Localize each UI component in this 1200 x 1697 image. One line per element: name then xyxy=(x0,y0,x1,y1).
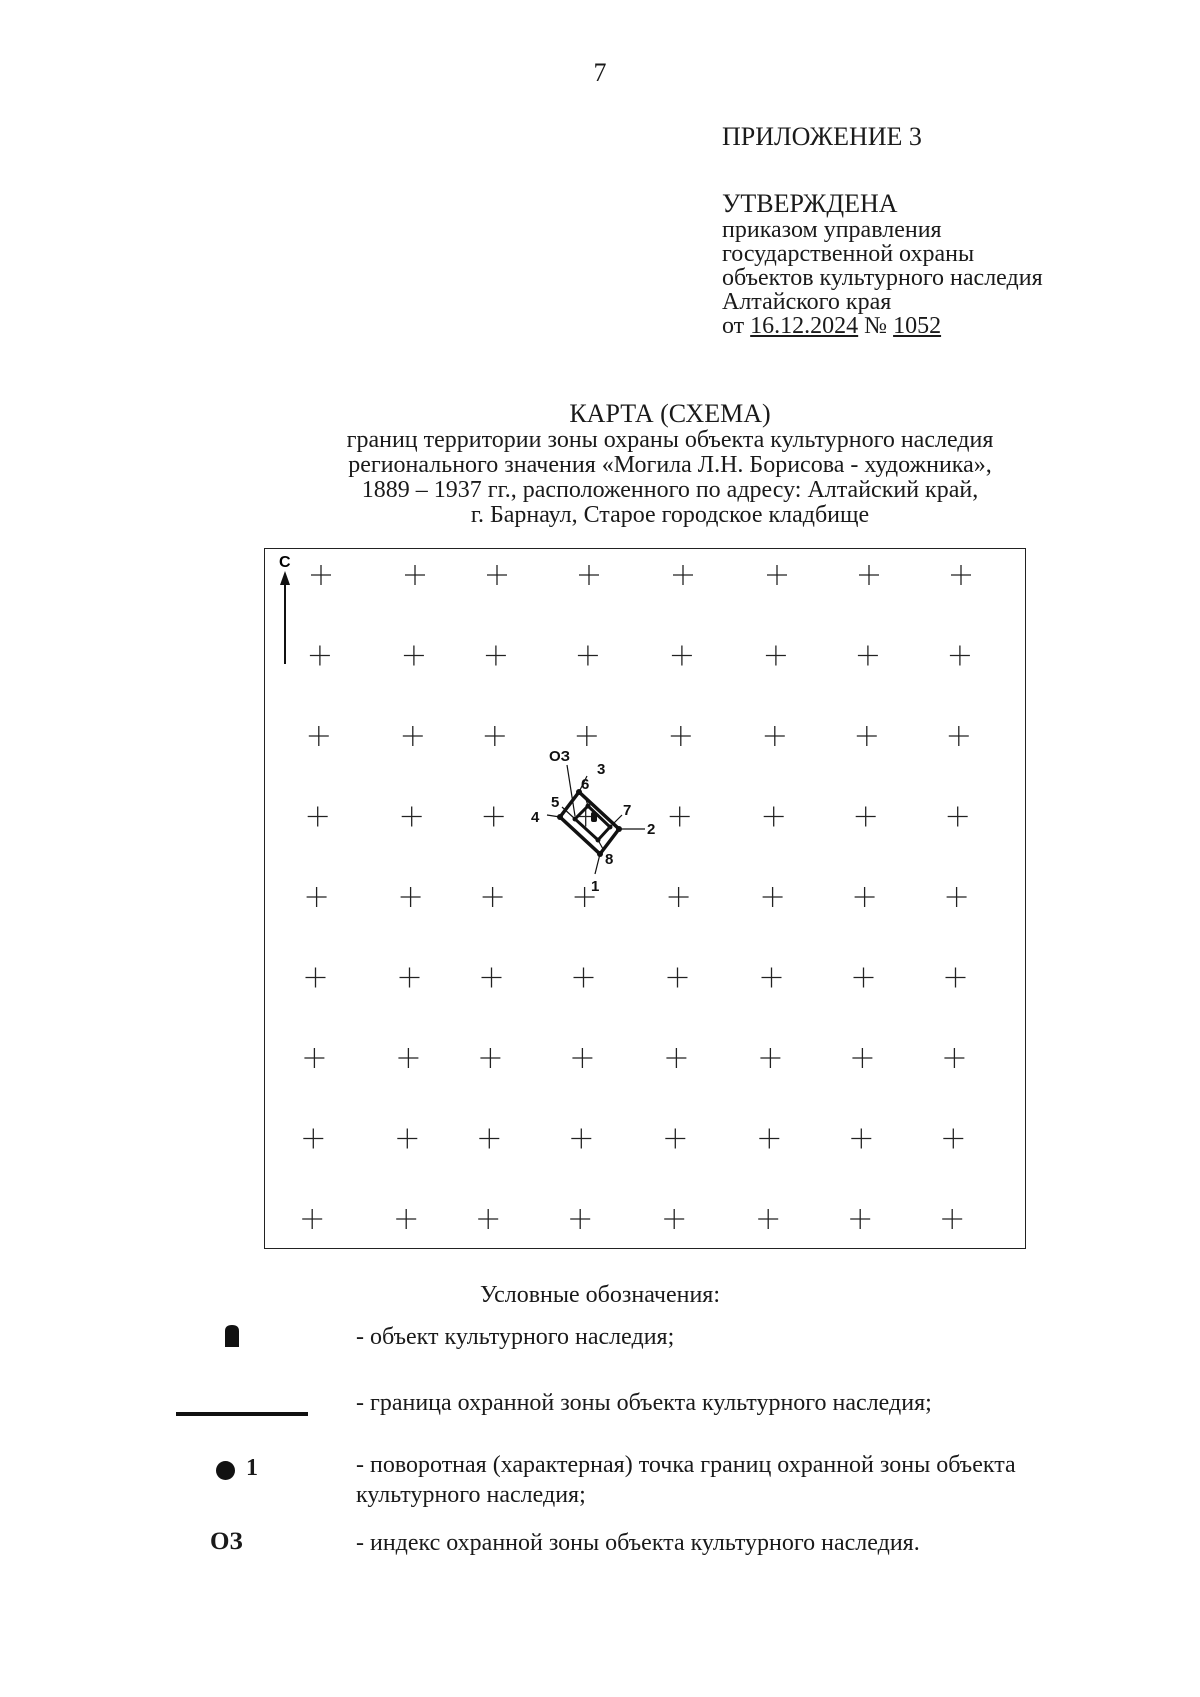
grid-cross xyxy=(950,646,970,666)
approval-line: приказом управления xyxy=(722,217,942,243)
grid-cross xyxy=(671,726,691,746)
date-prefix: от xyxy=(722,313,745,339)
point-label-2: 2 xyxy=(647,821,656,838)
approval-number: 1052 xyxy=(893,313,942,339)
grid-cross xyxy=(311,565,331,585)
grid-cross xyxy=(403,726,423,746)
grid-cross xyxy=(666,1048,686,1068)
grid-cross xyxy=(401,887,421,907)
grid-cross xyxy=(483,887,503,907)
grid-cross xyxy=(579,565,599,585)
legend-boundary-line xyxy=(176,1412,308,1416)
approval-block xyxy=(722,190,1043,338)
grid-cross xyxy=(857,726,877,746)
approval-date: 16.12.2024 xyxy=(750,313,859,339)
grid-cross xyxy=(948,807,968,827)
grid-cross xyxy=(480,1048,500,1068)
grid-cross xyxy=(577,726,597,746)
grid-cross xyxy=(762,968,782,988)
approval-line: Алтайского края xyxy=(722,289,892,315)
grid-cross xyxy=(852,1048,872,1068)
grid-cross xyxy=(758,1209,778,1229)
grid-cross xyxy=(946,968,966,988)
grid-cross xyxy=(574,968,594,988)
map-title-line: регионального значения «Могила Л.Н. Борисова - художника», xyxy=(348,452,992,478)
grid-cross xyxy=(402,807,422,827)
grid-cross xyxy=(669,887,689,907)
grid-cross xyxy=(486,646,506,666)
grid-cross xyxy=(572,1048,592,1068)
grid-cross xyxy=(951,565,971,585)
grid-cross xyxy=(664,1209,684,1229)
grid-cross xyxy=(487,565,507,585)
grid-cross xyxy=(765,726,785,746)
legend-item-monument: - объект культурного наследия; xyxy=(356,1324,675,1350)
grid-cross xyxy=(764,807,784,827)
legend-item-zone-index: - индекс охранной зоны объекта культурного наследия. xyxy=(356,1530,920,1556)
legend-item-point: - поворотная (характерная) точка границ охранной зоны объекта культурного наследия; xyxy=(356,1452,1016,1508)
grid-cross xyxy=(947,887,967,907)
point-label-1: 1 xyxy=(591,878,600,895)
grid-cross xyxy=(942,1209,962,1229)
grid-cross xyxy=(858,646,878,666)
grid-cross xyxy=(673,565,693,585)
grid-cross xyxy=(482,968,502,988)
legend-title: Условные обозначения: xyxy=(479,1282,721,1308)
point-label-8: 8 xyxy=(605,851,614,868)
grid-cross xyxy=(405,565,425,585)
grid-cross xyxy=(943,1129,963,1149)
grid-cross xyxy=(856,807,876,827)
grid-cross xyxy=(310,646,330,666)
point-label-5: 5 xyxy=(551,794,560,811)
map-title-line: 1889 – 1937 гг., расположенного по адресу: Алтайский край, xyxy=(361,477,979,503)
grid-cross xyxy=(578,646,598,666)
grid-cross xyxy=(396,1209,416,1229)
grid-cross xyxy=(478,1209,498,1229)
grid-cross xyxy=(949,726,969,746)
grid-cross xyxy=(854,968,874,988)
grid-cross xyxy=(306,968,326,988)
grid-cross xyxy=(304,1048,324,1068)
approval-line: государственной охраны xyxy=(722,241,975,267)
grid-cross xyxy=(760,1048,780,1068)
grid-cross xyxy=(851,1129,871,1149)
grid-cross xyxy=(665,1129,685,1149)
zone-index-label: ОЗ xyxy=(549,748,571,765)
legend-point-label: 1 xyxy=(246,1455,258,1481)
point-label-4: 4 xyxy=(531,809,540,826)
number-prefix: № xyxy=(864,313,888,339)
grid-cross xyxy=(855,887,875,907)
appendix-label: ПРИЛОЖЕНИЕ 3 xyxy=(722,122,922,151)
grid-cross xyxy=(766,646,786,666)
map-title-heading: КАРТА (СХЕМА) xyxy=(569,399,771,428)
point-label-3: 3 xyxy=(597,761,606,778)
map-svg xyxy=(265,549,1025,1248)
grid-cross xyxy=(670,807,690,827)
grid-cross xyxy=(944,1048,964,1068)
grid-cross xyxy=(303,1129,323,1149)
grid-cross xyxy=(302,1209,322,1229)
grid-cross xyxy=(859,565,879,585)
approval-date-line xyxy=(722,314,1043,338)
legend-zone-index-symbol: ОЗ xyxy=(210,1528,243,1555)
legend-monument-icon xyxy=(222,1324,242,1348)
grid-cross xyxy=(308,807,328,827)
monument-icon xyxy=(591,812,597,822)
grid-cross xyxy=(397,1129,417,1149)
grid-cross xyxy=(850,1209,870,1229)
grid-cross xyxy=(485,726,505,746)
grid-cross xyxy=(479,1129,499,1149)
grid-crosses xyxy=(302,565,971,1229)
zone-outer-boundary xyxy=(560,792,619,854)
point-label-7: 7 xyxy=(623,802,632,819)
grid-cross xyxy=(767,565,787,585)
grid-cross xyxy=(763,887,783,907)
map-title-line: г. Барнаул, Старое городское кладбище xyxy=(470,502,870,528)
map-frame xyxy=(264,548,1026,1249)
north-arrow-icon xyxy=(280,571,290,664)
grid-cross xyxy=(404,646,424,666)
grid-cross xyxy=(668,968,688,988)
grid-cross xyxy=(759,1129,779,1149)
approval-line: объектов культурного наследия xyxy=(722,265,1043,291)
map-title xyxy=(250,400,1090,528)
grid-cross xyxy=(398,1048,418,1068)
grid-cross xyxy=(570,1209,590,1229)
grid-cross xyxy=(571,1129,591,1149)
legend-item-boundary: - граница охранной зоны объекта культурного наследия; xyxy=(356,1390,932,1416)
point-label-6: 6 xyxy=(581,776,590,793)
legend-point-icon xyxy=(216,1461,235,1480)
grid-cross xyxy=(672,646,692,666)
map-title-line: границ территории зоны охраны объекта культурного наследия xyxy=(346,427,994,453)
grid-cross xyxy=(309,726,329,746)
north-label: С xyxy=(279,554,291,571)
grid-cross xyxy=(484,807,504,827)
grid-cross xyxy=(307,887,327,907)
grid-cross xyxy=(400,968,420,988)
page-number: 7 xyxy=(593,58,607,87)
approval-heading: УТВЕРЖДЕНА xyxy=(722,189,898,218)
